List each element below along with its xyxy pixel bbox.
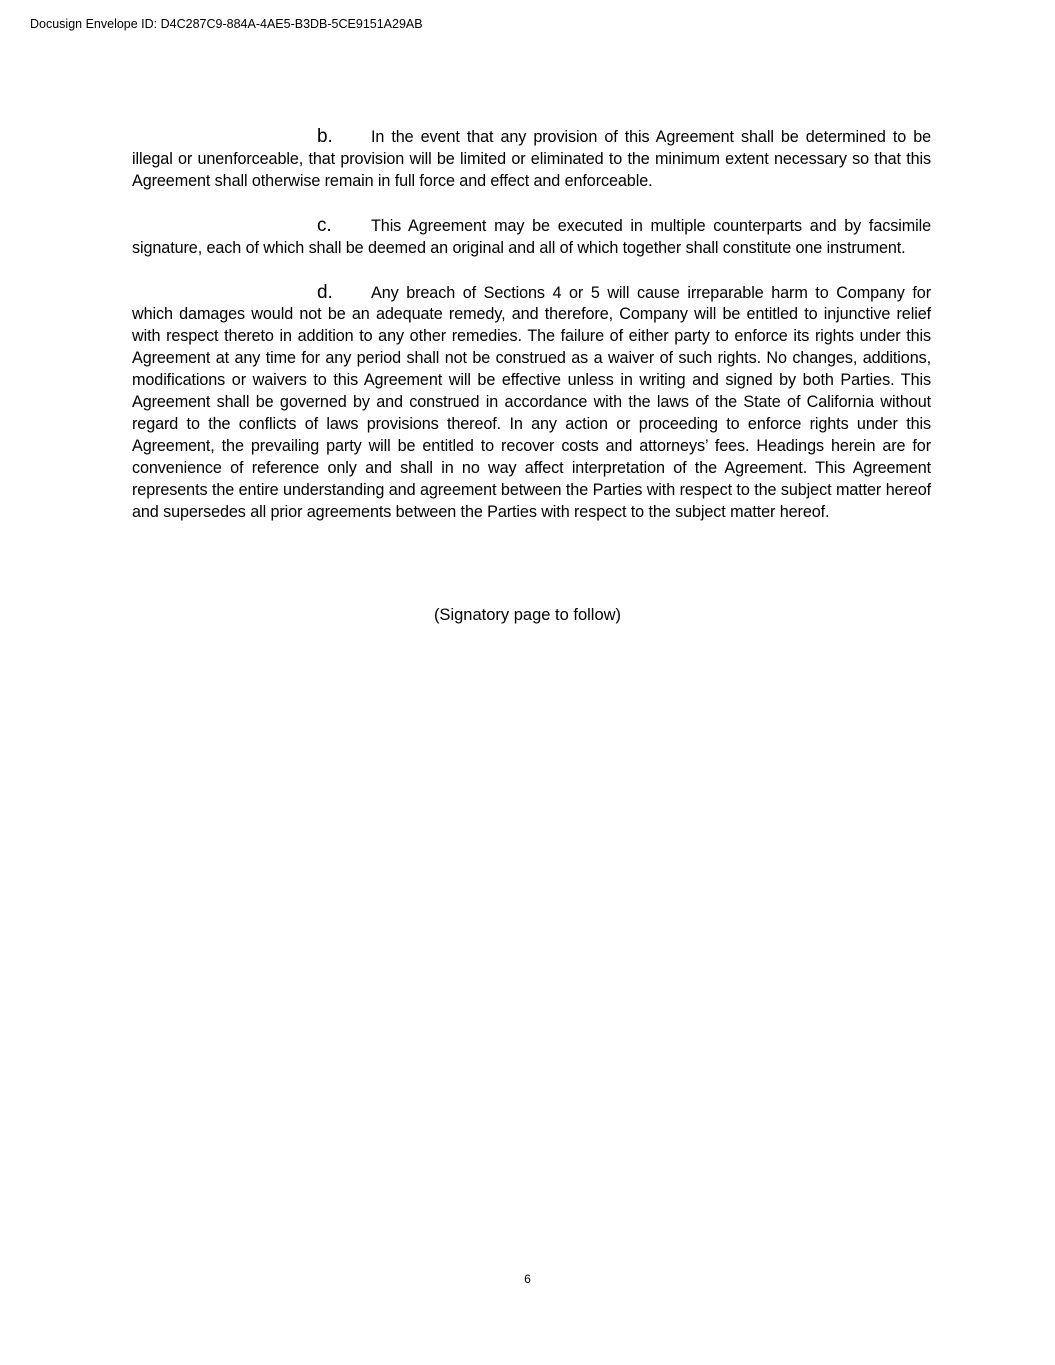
paragraph-b-text: In the event that any provision of this Agreement shall be determined to be illegal or unenforceable, that provision will be limited or eliminated to the minimum extent necessary so that this Agreement shall otherwise remain in full force and effect and enforceable. bbox=[132, 128, 931, 190]
docusign-envelope-id: Docusign Envelope ID: D4C287C9-884A-4AE5-B3DB-5CE9151A29AB bbox=[30, 17, 423, 31]
paragraph-marker-c: c. bbox=[317, 214, 332, 236]
paragraph-marker-b: b. bbox=[317, 126, 333, 147]
page-number: 6 bbox=[524, 1272, 531, 1286]
paragraph-c bbox=[132, 215, 931, 260]
paragraph-d-text: Any breach of Sections 4 or 5 will cause irreparable harm to Company for which damages would not be an adequate remedy, and therefore, Company will be entitled to injunctive relief with respect thereto in addition to any other remedies. The failure of either party to enforce its rights under this Agreement at any time for any period shall not be construed as a waiver of such rights. No changes, additions, modifications or waivers to this Agreement will be effective unless in writing and signed by both Parties. This Agreement shall be governed by and construed in accordance with the laws of the State of California without regard to the conflicts of laws provisions thereof. In any action or proceeding to enforce rights under this Agreement, the prevailing party will be entitled to recover costs and attorneys’ fees. Headings herein are for convenience of reference only and shall in no way affect interpretation of the Agreement. This Agreement represents the entire understanding and agreement between the Parties with respect to the subject matter hereof and supersedes all prior agreements between the Parties with respect to the subject matter hereof. bbox=[132, 283, 931, 521]
paragraph-d bbox=[132, 282, 931, 524]
document-body bbox=[132, 126, 931, 546]
paragraph-b bbox=[132, 126, 931, 193]
signatory-page-note: (Signatory page to follow) bbox=[433, 606, 622, 624]
paragraph-marker-d: d. bbox=[317, 281, 333, 303]
paragraph-c-text: This Agreement may be executed in multiple counterparts and by facsimile signature, each of which shall be deemed an original and all of which together shall constitute one instrument. bbox=[132, 216, 931, 257]
